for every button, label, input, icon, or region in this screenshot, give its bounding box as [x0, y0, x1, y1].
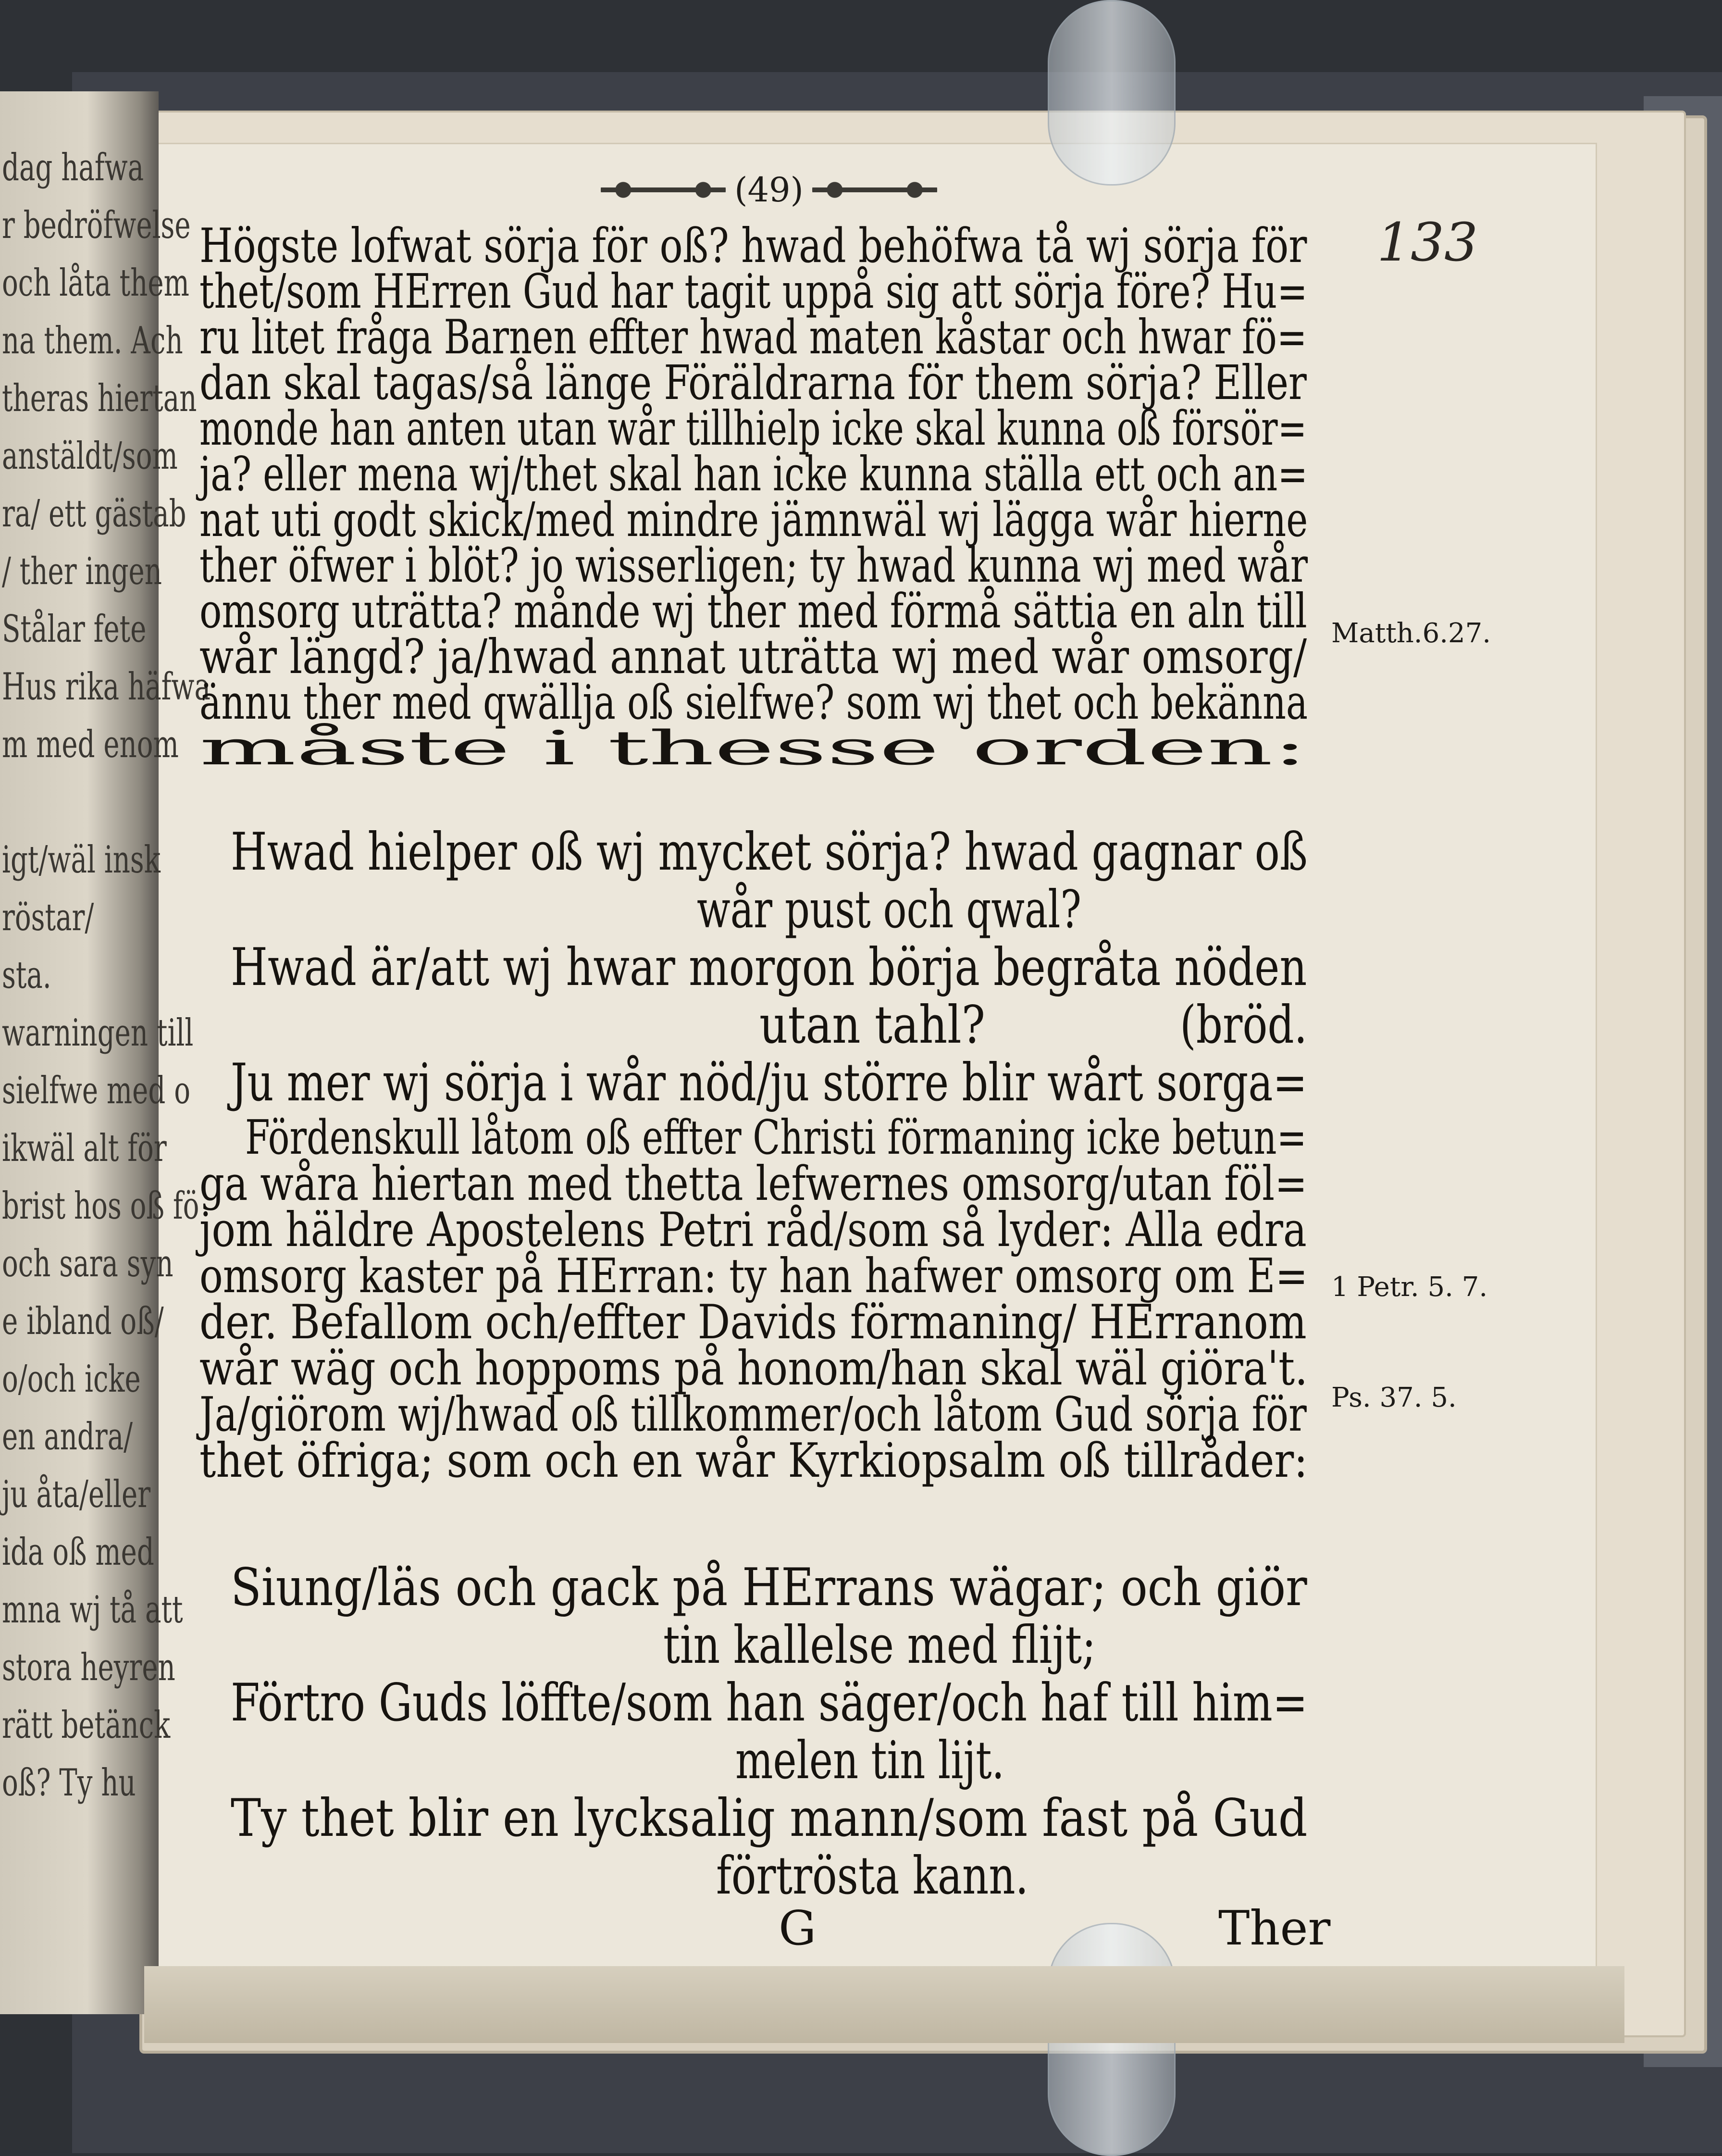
verse-line: förtrösta kann. — [716, 1846, 1028, 1906]
facing-page-line: m med enom — [2, 723, 179, 766]
header-ornament-left — [601, 175, 726, 205]
facing-page-line: ju åta/eller — [2, 1473, 151, 1516]
body-line: Ja/giörom wj/hwad oß tillkommer/och låtom Gud sörja för — [199, 1387, 1307, 1442]
page-bottom-edge — [144, 1966, 1624, 2043]
facing-page-line: anstäldt/som — [2, 435, 178, 478]
facing-page-line: mna wj tå att — [2, 1588, 183, 1632]
facing-page-line: igt/wäl insk — [2, 838, 161, 882]
facing-page-line: Hus rika häfwa — [2, 665, 211, 709]
facing-page-line: na them. Ach — [2, 319, 183, 362]
body-line: Fördenskull låtom oß effter Christi förmaning icke betun= — [245, 1110, 1307, 1165]
verse-line: melen tin lijt. — [735, 1731, 1004, 1791]
facing-page-line: sielfwe med o — [2, 1069, 191, 1112]
body-line: ga wåra hiertan med thetta lefwernes omsorg/utan föl= — [199, 1157, 1308, 1211]
signature-mark: G — [779, 1901, 817, 1956]
facing-page-line: ikwäl alt för — [2, 1127, 167, 1170]
verse-line: utan tahl? — [759, 995, 986, 1055]
body-line: wår längd? ja/hwad annat uträtta wj med wår omsorg/ — [199, 630, 1307, 685]
facing-page-line: o/och icke — [2, 1358, 141, 1401]
facing-page-line: dag hafwa — [2, 146, 144, 189]
body-line: thet/som HErren Gud har tagit uppå sig att sörja före? Hu= — [199, 264, 1308, 319]
body-line: ännu ther med qwällja oß sielfwe? som wj thet och bekänna — [199, 675, 1308, 730]
facing-page-line: ida oß med — [2, 1531, 154, 1574]
facing-page-line: en andra/ — [2, 1415, 133, 1458]
verse-line: (bröd. — [1180, 995, 1308, 1055]
body-line: ru litet fråga Barnen effter hwad maten kåstar och hwar fö= — [199, 310, 1307, 365]
facing-page — [0, 91, 211, 2014]
body-line: wår wäg och hoppoms på honom/han skal wäl giöra't. — [199, 1341, 1308, 1396]
body-line: Högste lofwat sörja för oß? hwad behöfwa tå wj sörja för — [199, 219, 1307, 274]
body-line: dan skal tagas/så länge Föräldrarna för them sörja? Eller — [199, 356, 1307, 411]
verse-line: Förtro Guds löffte/som han säger/och haf till him= — [231, 1673, 1308, 1733]
body-line: omsorg uträtta? månde wj ther med förmå sättia en aln till — [199, 584, 1307, 639]
body-line: ther öfwer i blöt? jo wisserligen; ty hwad kunna wj med wår — [199, 538, 1308, 593]
body-line: thet öfriga; som och en wår Kyrkiopsalm oß tillråder: — [199, 1433, 1308, 1488]
verse-line: wår pust och qwal? — [697, 880, 1082, 940]
body-line: måste i thesse orden: — [199, 721, 1307, 776]
facing-page-line: och låta them — [2, 262, 189, 305]
facing-page-line: röstar/ — [2, 896, 94, 939]
facing-page-line: e ibland oß/ — [2, 1300, 164, 1343]
facing-page-line: r bedröfwelse — [2, 204, 191, 247]
body-line: der. Befallom och/effter Davids förmaning/ HErranom — [199, 1295, 1307, 1350]
body-line: nat uti godt skick/med mindre jämnwäl wj lägga wår hierne — [199, 493, 1308, 548]
facing-page-line: sta. — [2, 954, 51, 997]
header-ornament-right — [812, 175, 937, 205]
margin-note-matth: Matth.6.27. — [1331, 618, 1491, 649]
facing-page-line: ra/ ett gästab — [2, 492, 186, 536]
handwritten-folio-number: 133 — [1377, 212, 1478, 273]
body-line: monde han anten utan wår tillhielp icke skal kunna oß försör= — [199, 401, 1307, 456]
verse-line: Ty thet blir en lycksalig mann/som fast på Gud — [231, 1788, 1308, 1848]
facing-page-line: brist hos oß fö — [2, 1184, 199, 1228]
body-line: omsorg kaster på HErran: ty han hafwer omsorg om E= — [199, 1249, 1308, 1304]
verse-line: tin kallelse med flijt; — [663, 1615, 1096, 1675]
facing-page-line: warningen till — [2, 1011, 194, 1055]
facing-page-line: oß? Ty hu — [2, 1761, 136, 1805]
margin-note-ps: Ps. 37. 5. — [1331, 1382, 1457, 1413]
verse-line: Siung/läs och gack på HErrans wägar; och giör — [231, 1558, 1307, 1618]
catchword: Ther — [1218, 1901, 1331, 1956]
top-clip — [1048, 0, 1176, 186]
facing-page-line: rätt betänck — [2, 1704, 171, 1747]
margin-note-petr: 1 Petr. 5. 7. — [1331, 1271, 1488, 1303]
facing-page-line: och sara syn — [2, 1242, 173, 1285]
verse-line: Ju mer wj sörja i wår nöd/ju större blir wårt sorga= — [231, 1053, 1308, 1113]
facing-page-line: / ther ingen — [2, 550, 162, 593]
verse-line: Hwad är/att wj hwar morgon börja begråta nöden — [231, 937, 1307, 997]
printed-page-number: (49) — [734, 170, 804, 210]
body-line: ja? eller mena wj/thet skal han icke kunna ställa ett och an= — [199, 447, 1308, 502]
facing-page-line: stora heyren — [2, 1646, 175, 1689]
body-line: jom häldre Apostelens Petri råd/som så lyder: Alla edra — [199, 1203, 1307, 1258]
facing-page-line: theras hiertan — [2, 377, 197, 420]
facing-page-line: Stålar fete — [2, 608, 147, 651]
page-header — [596, 163, 942, 216]
verse-line: Hwad hielper oß wj mycket sörja? hwad gagnar oß — [231, 822, 1308, 882]
